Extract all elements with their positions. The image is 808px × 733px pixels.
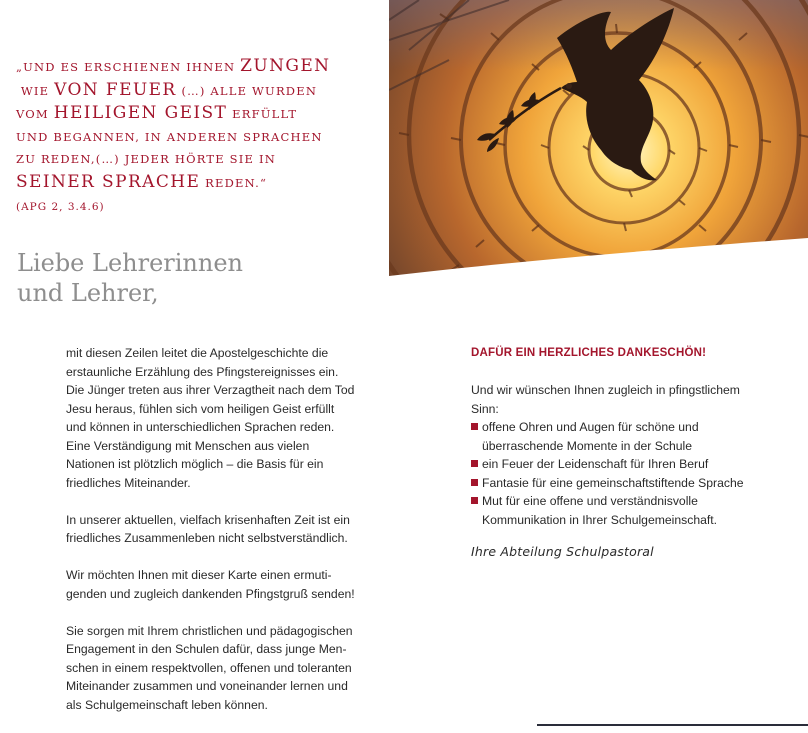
list-item: offene Ohren und Augen für schöne und überraschende Momente in der Schule (471, 418, 771, 455)
pentecost-quote (16, 55, 346, 219)
greeting-line-1: Liebe Lehrerinnen (17, 249, 244, 277)
quote-line-1: „UND ES ERSCHIENEN IHNEN ZUNGEN (16, 56, 331, 76)
quote-reference: (APG 2, 3.4.6) (16, 201, 105, 213)
bullet-square-icon (471, 479, 478, 486)
quote-line-6: SEINER SPRACHE REDEN.“ (16, 171, 268, 192)
list-item: Fantasie für eine gemeinschaftstiftende Sprache (471, 474, 771, 493)
dove-photo (389, 0, 808, 280)
thanks-heading: DAFÜR EIN HERZLICHES DANKESCHÖN! (471, 347, 707, 359)
wishes-column (471, 344, 771, 562)
bullet-square-icon (471, 460, 478, 467)
greeting-heading (17, 248, 337, 308)
quote-line-5: ZU REDEN,(…) JEDER HÖRTE SIE IN (16, 152, 276, 166)
list-item: ein Feuer der Leidenschaft für Ihren Beruf (471, 455, 771, 474)
wishes-list (471, 418, 771, 529)
greeting-line-2: und Lehrer, (17, 279, 159, 307)
bottom-divider (537, 724, 808, 726)
wishes-intro: Und wir wünschen Ihnen zugleich in pfingstlichem Sinn: (471, 383, 740, 416)
dove-illustration (389, 0, 808, 280)
paragraph-3: Wir möchten Ihnen mit dieser Karte einen ermuti-genden und zugleich dankenden Pfingstgruß senden! (66, 568, 355, 601)
bullet-square-icon (471, 423, 478, 430)
list-item: Mut für eine offene und verständnisvolle Kommunikation in Ihrer Schulgemeinschaft. (471, 492, 771, 529)
signature: Ihre Abteilung Schulpastoral (471, 544, 654, 559)
paragraph-2: In unserer aktuellen, vielfach krisenhaften Zeit ist ein friedliches Zusammenleben nicht selbstverständlich. (66, 512, 350, 545)
quote-line-4: UND BEGANNEN, IN ANDEREN SPRACHEN (16, 129, 323, 144)
quote-line-3: VOM HEILIGEN GEIST ERFÜLLT (16, 103, 298, 123)
paragraph-1: mit diesen Zeilen leitet die Apostelgeschichte die erstaunliche Erzählung des Pfingstereignisses ein. Die Jünger treten aus ihrer Verzagtheit nach dem Tod Jesu heraus, fühlen sich vom heiligen Geist erfüllt und können in unterschiedlichen Sprachen reden. Eine Verständigung mit Menschen aus vielen Nationen ist plötzlich möglich – die Basis für ein friedliches Miteinander. (66, 346, 355, 490)
quote-line-2: WIE VON FEUER (…) ALLE WURDEN (20, 79, 318, 100)
bullet-square-icon (471, 497, 478, 504)
paragraph-4: Sie sorgen mit Ihrem christlichen und pädagogischen Engagement in den Schulen dafür, dass junge Men-schen in einem respektvollen, offenen und toleranten Miteinander zusammen und voneinander lernen und als Schulgemeinschaft leben können. (66, 623, 353, 712)
letter-body (66, 344, 356, 733)
